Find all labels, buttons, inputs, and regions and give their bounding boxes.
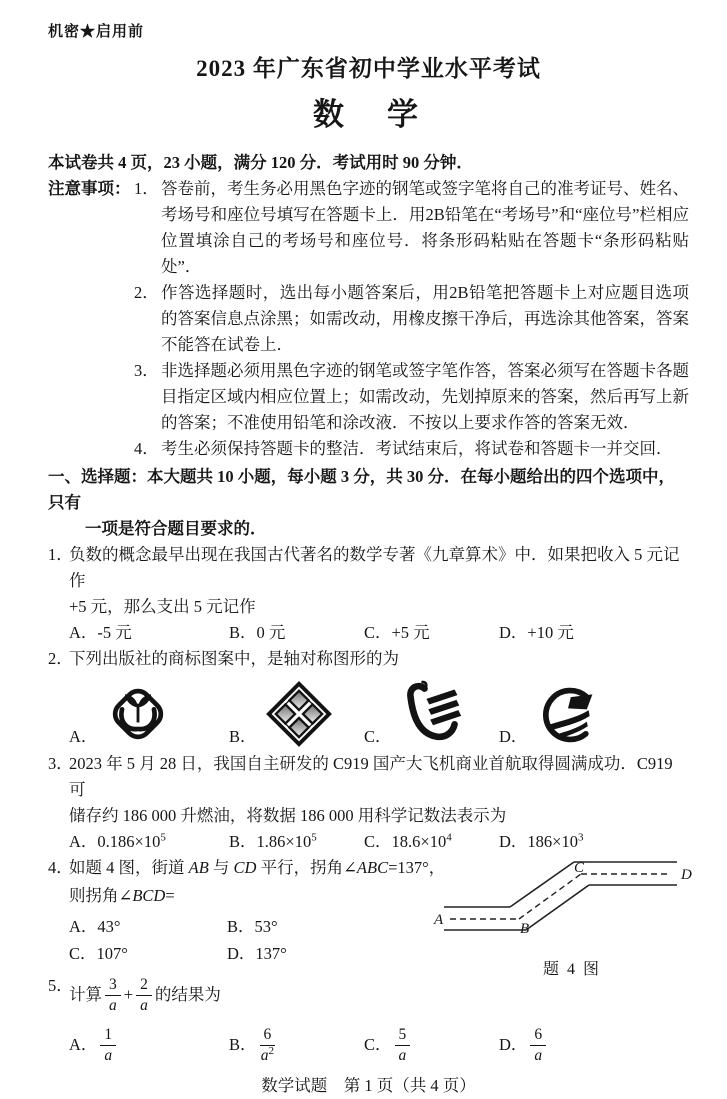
- option-d: D．+10 元: [499, 623, 574, 642]
- notice-text: 答卷前，考生务必用黑色字迹的钢笔或签字笔将自己的准考证号、姓名、考场号和座位号填写在答题卡上．用2B铅笔在“考场号”和“座位号”栏相应位置填涂自己的考场号和座位号．将条形码粘贴在答题卡“条形码粘贴处”．: [161, 179, 689, 276]
- logo-option-c: [364, 675, 499, 749]
- question-number: 2．: [48, 649, 73, 668]
- option-a: A．43°: [69, 917, 121, 936]
- question-text-line1: 负数的概念最早出现在我国古代著名的数学专著《九章算术》中．如果把收入 5 元记作: [69, 545, 680, 590]
- options-row: [69, 620, 689, 646]
- option-a: A．-5 元: [69, 623, 132, 642]
- option-a-label: A．: [69, 727, 98, 746]
- option-d-label: D．: [499, 727, 528, 746]
- page-footer: 数学试题 第 1 页（共 4 页）: [261, 1076, 476, 1095]
- fraction-2: $\frac{2}{a}$: [136, 976, 152, 1015]
- question-4: [48, 855, 692, 978]
- exam-title: 2023 年广东省初中学业水平考试: [196, 56, 541, 81]
- notice-label: 注意事项：: [48, 179, 131, 198]
- question-2: [48, 646, 689, 749]
- notice-text: 非选择题必须用黑色字迹的钢笔或签字笔作答，答案必须写在答题卡各题目指定区域内相应位置上；如需改动，先划掉原来的答案，然后再写上新的答案；不准使用铅笔和涂改液．不按以上要求作答的答案无效．: [161, 361, 689, 432]
- notice-number: 2．: [134, 283, 159, 302]
- question-text-line1: 如题 4 图，街道 AB 与 CD 平行，拐角∠ABC=137°，: [69, 858, 446, 877]
- option-b: B．53°: [227, 917, 278, 936]
- question-text: 下列出版社的商标图案中，是轴对称图形的为: [69, 649, 399, 668]
- question-number: 3．: [48, 754, 73, 773]
- option-a: A．$0.186\times 10^5$: [69, 831, 166, 851]
- question-number: 1．: [48, 545, 73, 564]
- logo-option-a: [69, 675, 229, 749]
- notice-item-2: [134, 280, 689, 358]
- question-text-line2: +5 元，那么支出 5 元记作: [69, 597, 256, 616]
- notice-section: [48, 176, 689, 462]
- options-grid: [69, 913, 399, 967]
- option-b-label: B．: [229, 727, 257, 746]
- option-b: B．0 元: [229, 623, 286, 642]
- section-heading-line2: 一项是符合题目要求的．: [85, 519, 267, 538]
- logo-options-row: [69, 675, 689, 749]
- option-d: D．$186\times 10^3$: [499, 831, 584, 851]
- notice-number: 1．: [134, 179, 159, 198]
- street-diagram: [434, 849, 710, 947]
- notice-number: 3．: [134, 361, 159, 380]
- option-c-label: C．: [364, 727, 392, 746]
- option-d: D． $\frac{6}{a}$: [499, 1026, 689, 1065]
- options-row: [69, 1021, 689, 1069]
- question-number: 5．: [48, 976, 73, 995]
- option-d: D．137°: [227, 944, 287, 963]
- option-a: A． $\frac{1}{a}$: [69, 1026, 229, 1065]
- figure-caption: 题 4 图: [542, 961, 601, 978]
- diamond-squares-logo-icon: [267, 679, 331, 747]
- figure-label-a: A: [434, 912, 444, 928]
- question-text-line2: 则拐角∠BCD=: [69, 886, 175, 905]
- question-text-line1: 2023 年 5 月 28 日，我国自主研发的 C919 国产大飞机商业首航取得圆满成功．C919 可: [69, 754, 673, 799]
- option-c: C．107°: [69, 944, 128, 963]
- hands-sprout-logo-icon: [107, 681, 169, 747]
- notice-item-4: [134, 436, 689, 462]
- notice-item-1: [134, 176, 689, 280]
- circle-ribbon-logo-icon: [537, 683, 599, 747]
- logo-option-d: [499, 675, 689, 749]
- fraction-1: $\frac{3}{a}$: [105, 976, 121, 1015]
- notice-item-3: [134, 358, 689, 436]
- subject-title: 数 学: [313, 97, 424, 132]
- notice-text: 作答选择题时，选出每小题答案后，用2B铅笔把答题卡上对应题目选项的答案信息点涂黑；如需改动，用橡皮擦干净后，再选涂其他答案，答案不能答在试卷上．: [161, 283, 689, 354]
- figure-label-c: C: [574, 860, 585, 876]
- security-marking: 机密★启用前: [48, 24, 145, 40]
- option-b: B．$1.86\times 10^5$: [229, 831, 317, 851]
- question-3: [48, 751, 689, 855]
- option-c: C．+5 元: [364, 623, 430, 642]
- option-c: C． $\frac{5}{a}$: [364, 1026, 499, 1065]
- figure-q4: [433, 849, 711, 983]
- swan-books-logo-icon: [402, 679, 464, 747]
- question-text: 计算 $\frac{3}{a}$ + $\frac{2}{a}$ 的结果为: [69, 975, 221, 1014]
- question-number: 4．: [48, 858, 73, 877]
- section-heading-line1: 一、选择题：本大题共 10 小题，每小题 3 分，共 30 分．在每小题给出的四个选项中，只有: [48, 467, 675, 512]
- question-1: [48, 542, 689, 646]
- notice-text: 考生必须保持答题卡的整洁．考试结束后，将试卷和答题卡一并交回．: [161, 439, 673, 458]
- exam-summary: 本试卷共 4 页，23 小题，满分 120 分．考试用时 90 分钟．: [48, 153, 473, 172]
- notice-list: [134, 176, 689, 462]
- logo-option-b: [229, 675, 364, 749]
- section-heading: [48, 464, 689, 542]
- figure-label-b: B: [520, 921, 530, 937]
- notice-number: 4．: [134, 439, 159, 458]
- option-b: B． $\frac{6}{a^2}$: [229, 1025, 275, 1064]
- question-5: [48, 973, 689, 1069]
- figure-label-d: D: [681, 867, 692, 883]
- option-c: C．$18.6\times 10^4$: [364, 831, 452, 851]
- question-text-line2: 储存约 186 000 升燃油，将数据 186 000 用科学记数法表示为: [69, 806, 507, 825]
